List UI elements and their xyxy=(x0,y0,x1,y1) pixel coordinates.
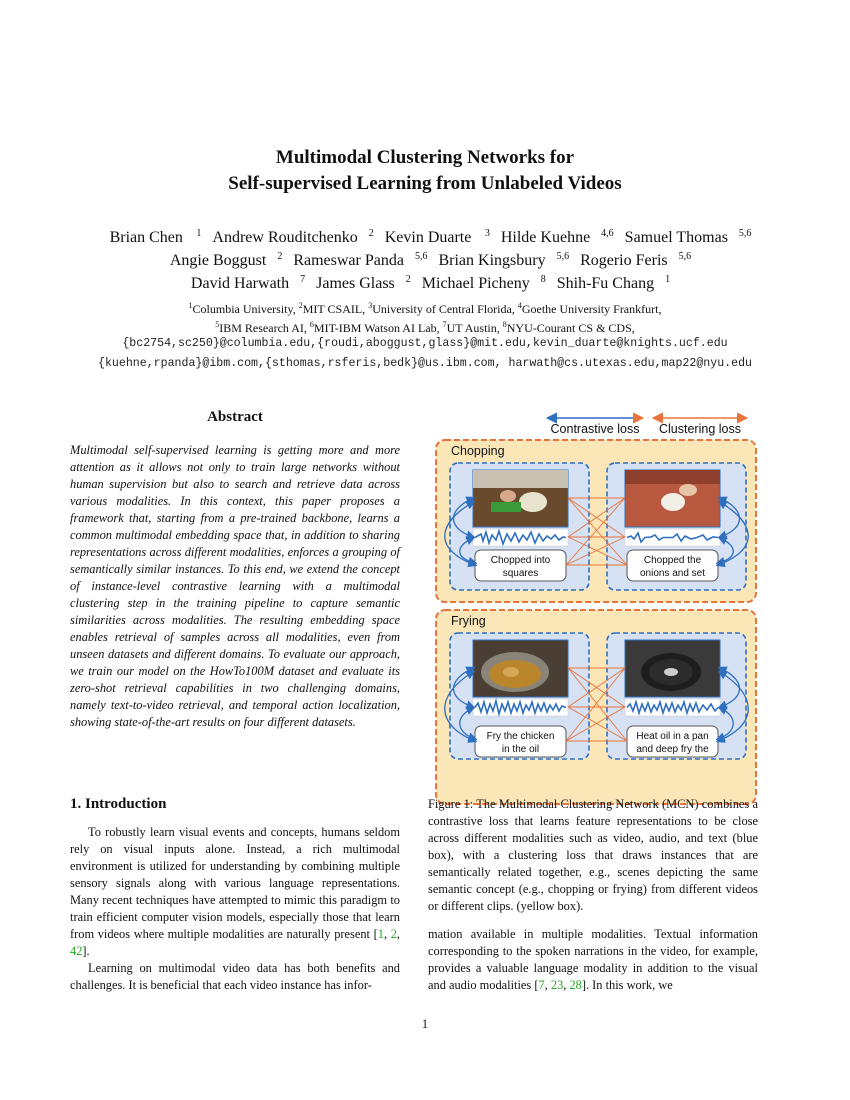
affiliation-text: University of Central Florida, xyxy=(372,302,518,316)
emails-line-1: {bc2754,sc250}@columbia.edu,{roudi,aboggust,glass}@mit.edu,kevin_duarte@knights.ucf.edu xyxy=(122,337,728,350)
author-name: Shih-Fu Chang xyxy=(556,275,655,293)
audio-wave-fry-b xyxy=(625,699,720,716)
citation-link[interactable]: 1 xyxy=(377,927,384,941)
author-affiliation-marker: 5,6 xyxy=(556,251,570,262)
paper-title xyxy=(0,145,850,197)
title-line-1: Multimodal Clustering Networks for xyxy=(275,147,575,168)
author-affiliation-marker: 2 xyxy=(368,228,374,239)
author-name: Michael Picheny xyxy=(421,275,530,293)
introduction-body xyxy=(70,824,400,994)
authors-row-3 xyxy=(0,269,850,295)
author-name: David Harwath xyxy=(190,275,290,293)
text-box-fry-b-line1: Heat oil in a pan xyxy=(636,731,709,742)
affiliation-number: 8 xyxy=(502,320,507,329)
audio-wave-chop-a xyxy=(473,529,568,546)
author-name: Brian Chen xyxy=(109,229,183,247)
text-box-fry-b-line2: and deep fry the xyxy=(636,744,709,755)
abstract-heading: Abstract xyxy=(207,409,263,425)
video-frame-fry-b xyxy=(625,640,720,697)
text-box-chop-b-line1: Chopped the xyxy=(643,555,702,566)
author-affiliation-marker: 2 xyxy=(277,251,283,262)
affiliation-text: UT Austin, xyxy=(446,321,503,335)
author-affiliation-marker: 5,6 xyxy=(678,251,692,262)
author-affiliation-marker: 5,6 xyxy=(414,251,428,262)
affiliation-number: 7 xyxy=(442,320,447,329)
affiliation-number: 5 xyxy=(215,320,220,329)
abstract-text: Multimodal self-supervised learning is getting more and more attention as it allows not only to train large networks without human supervision but also to search and retrieve data across various modalities. In this context, this paper proposes a framework that, starting from a pre-trained backbone, learns a common multimodal embedding space that, in addition to sharing representations across different modalities, enforces a grouping of semantically similar instances. To this end, we extend the concept of instance-level contrastive learning with a multimodal clustering step in the training pipeline to capture semantic similarities across modalities. The resulting embedding space enables retrieval of samples across all modalities, even from unseen datasets and different domains. To evaluate our approach, we train our model on the HowTo100M dataset and evaluate its zero-shot retrieval capabilities in two challenging domains, namely text-to-video retrieval, and temporal action localization, showing state-of-the-art results on four different datasets. xyxy=(70,443,400,729)
text-box-fry-a-line1: Fry the chicken xyxy=(486,731,555,742)
author-affiliation-marker: 1 xyxy=(665,274,671,285)
frying-group-label: Frying xyxy=(451,614,486,628)
citation-link[interactable]: 7 xyxy=(538,978,545,992)
text-box-fry-a-line2: in the oil xyxy=(501,744,540,755)
affiliation-number: 3 xyxy=(368,301,373,310)
legend-contrastive-label: Contrastive loss xyxy=(550,422,640,436)
title-line-2: Self-supervised Learning from Unlabeled Videos xyxy=(228,173,622,194)
intro-paragraph-2: Learning on multimodal video data has both benefits and challenges. It is beneficial that each video instance has infor- xyxy=(70,961,400,992)
author-name: Brian Kingsbury xyxy=(438,252,546,270)
figure-1 xyxy=(433,410,763,810)
affiliation-text: Columbia University, xyxy=(192,302,299,316)
affiliation-number: 6 xyxy=(309,320,314,329)
author-affiliation-marker: 3 xyxy=(482,228,490,239)
legend-clustering-label: Clustering loss xyxy=(659,422,741,436)
text-box-chop-b-line2: onions and set xyxy=(639,568,706,579)
author-name: Rogerio Feris xyxy=(580,252,668,270)
video-frame-chop-b xyxy=(625,470,720,527)
author-affiliation-marker: 7 xyxy=(300,274,306,285)
video-frame-fry-a xyxy=(473,640,568,697)
figure-caption: Figure 1: The Multimodal Clustering Network (MCN) combines a contrastive loss that learns feature representations to be close across different modalities such as video, audio, and text (blue box), with a clustering loss that draws instances that are semantically related together, e.g., scenes depicting the same semantic concept (e.g., chopping or frying) from different videos or different clips. (yellow box). xyxy=(428,797,758,913)
author-name: Samuel Thomas xyxy=(624,229,728,247)
affiliation-text: NYU-Courant CS & CDS, xyxy=(506,321,635,335)
author-affiliation-marker: 1 xyxy=(193,228,202,239)
citation-link[interactable]: 28 xyxy=(569,978,582,992)
text-box-chop-a-line2: squares xyxy=(502,568,539,579)
audio-wave-fry-a xyxy=(473,699,568,716)
author-affiliation-marker: 4,6 xyxy=(601,228,614,239)
affiliation-number: 1 xyxy=(188,301,193,310)
author-affiliation-marker: 2 xyxy=(405,274,411,285)
citation-link[interactable]: 23 xyxy=(550,978,564,992)
introduction-heading: 1. Introduction xyxy=(70,796,167,812)
text-box-chop-a-line1: Chopped into xyxy=(490,555,551,566)
video-frame-chop-a xyxy=(473,470,568,527)
affiliation-number: 2 xyxy=(298,301,303,310)
author-name: Kevin Duarte xyxy=(384,229,472,247)
affiliation-number: 4 xyxy=(517,301,522,310)
affiliation-text: IBM Research AI, xyxy=(219,321,310,335)
author-affiliation-marker: 8 xyxy=(540,274,546,285)
mcn-diagram xyxy=(433,410,763,810)
chopping-group-label: Chopping xyxy=(451,444,505,458)
author-name: Angie Boggust xyxy=(169,252,267,270)
author-name: Andrew Rouditchenko xyxy=(212,229,358,247)
abstract-section xyxy=(70,409,400,731)
author-name: James Glass xyxy=(316,275,395,293)
author-name: Rameswar Panda xyxy=(293,252,404,270)
intro-paragraph-1: To robustly learn visual events and concepts, humans seldom rely on visual inputs alone. Instead, a rich multimodal environment is utilized for understanding by combining multiple sensory signals along with various language representations. Many recent techniques have attempted to mimic this paradigm to train efficient computer vision models, especially those that learn from videos where multiple modalities are naturally present [1, 2, 42]. xyxy=(70,825,400,958)
introduction-continued: mation available in multiple modalities. Textual information corresponding to the spoken narrations in the video, for example, provides a valuable language modality in addition to the visual and audio modalities [7, 23, 28]. In this work, we xyxy=(428,927,758,992)
affiliation-text: MIT CSAIL, xyxy=(302,302,369,316)
citation-link[interactable]: 2 xyxy=(390,927,397,941)
page-number: 1 xyxy=(421,1017,429,1031)
author-affiliation-marker: 5,6 xyxy=(738,228,752,239)
affiliation-text: MIT-IBM Watson AI Lab, xyxy=(313,321,443,335)
audio-wave-chop-b xyxy=(625,529,720,546)
affiliation-text: Goethe University Frankfurt, xyxy=(521,302,662,316)
author-name: Hilde Kuehne xyxy=(500,229,591,247)
emails-line-2: {kuehne,rpanda}@ibm.com,{sthomas,rsferis,bedk}@us.ibm.com, harwath@cs.utexas.edu,map22@nyu.edu xyxy=(98,357,752,370)
citation-link[interactable]: 42 xyxy=(70,944,83,958)
